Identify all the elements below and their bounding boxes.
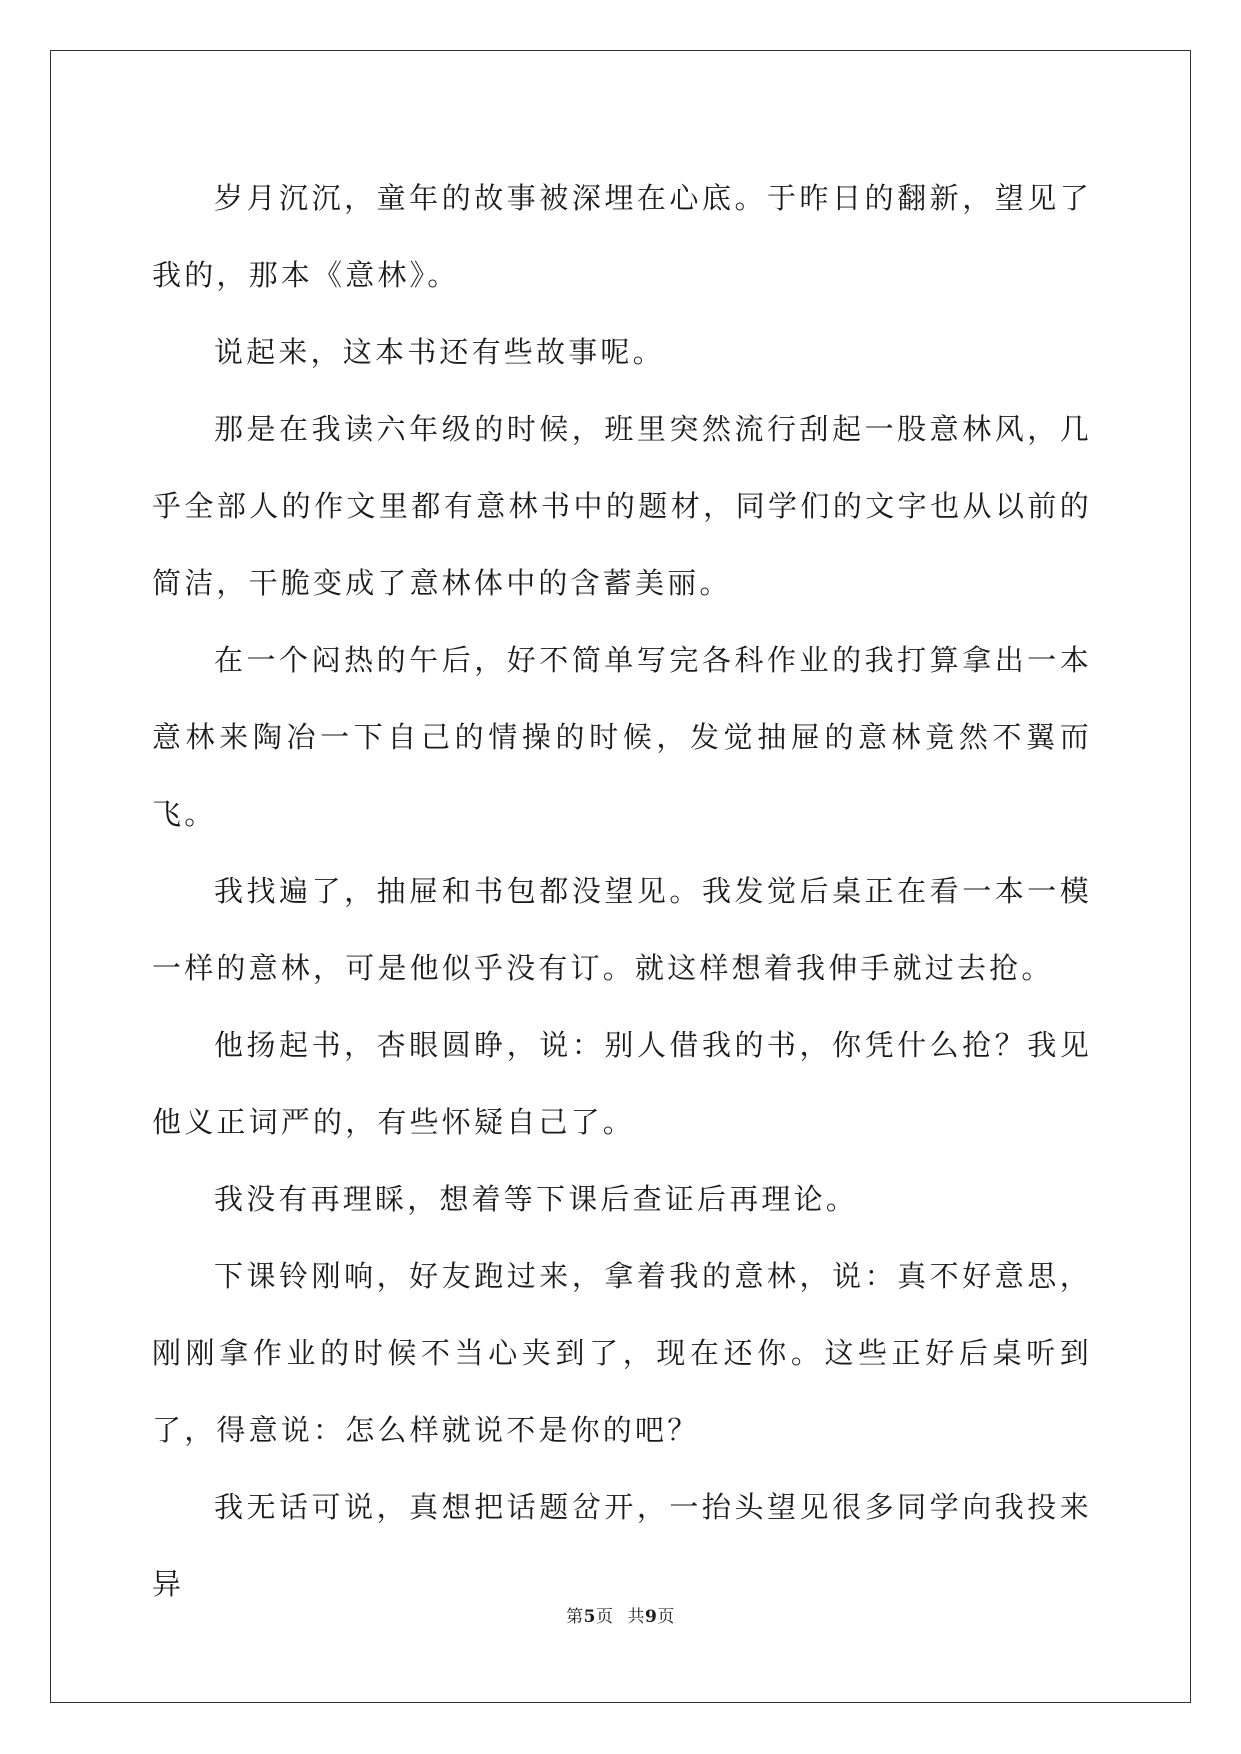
paragraph-9: 我无话可说，真想把话题岔开，一抬头望见很多同学向我投来异 [152,1490,1092,1601]
footer-page-suffix: 页 [596,1607,614,1627]
footer-prefix: 第 [566,1607,584,1627]
document-body [152,160,1092,1623]
current-page-number: 5 [583,1607,596,1627]
paragraph-5: 我找遍了，抽屉和书包都没望见。我发觉后桌正在看一本一模一样的意林，可是他似乎没有订。就这样想着我伸手就过去抢。 [152,874,1092,985]
paragraph-6: 他扬起书，杏眼圆睁，说：别人借我的书，你凭什么抢？我见他义正词严的，有些怀疑自己了。 [152,1028,1092,1139]
paragraph-7: 我没有再理睬，想着等下课后查证后再理论。 [214,1182,859,1216]
footer-total-suffix: 页 [657,1607,675,1627]
paragraph-8: 下课铃刚响，好友跑过来，拿着我的意林，说：真不好意思，刚刚拿作业的时候不当心夹到了，现在还你。这些正好后桌听到了，得意说：怎么样就说不是你的吧？ [152,1259,1092,1447]
paragraph-4: 在一个闷热的午后，好不简单写完各科作业的我打算拿出一本意林来陶冶一下自己的情操的时候，发觉抽屉的意林竟然不翼而飞。 [152,643,1092,831]
total-pages-number: 9 [645,1607,658,1627]
paragraph-3: 那是在我读六年级的时候，班里突然流行刮起一股意林风，几乎全部人的作文里都有意林书中的题材，同学们的文字也从以前的简洁，干脆变成了意林体中的含蓄美丽。 [152,412,1092,600]
page-footer [0,1602,1241,1627]
footer-total-prefix: 共 [627,1607,645,1627]
paragraph-2: 说起来，这本书还有些故事呢。 [214,335,665,369]
paragraph-1: 岁月沉沉，童年的故事被深埋在心底。于昨日的翻新，望见了我的，那本《意林》。 [152,181,1092,292]
